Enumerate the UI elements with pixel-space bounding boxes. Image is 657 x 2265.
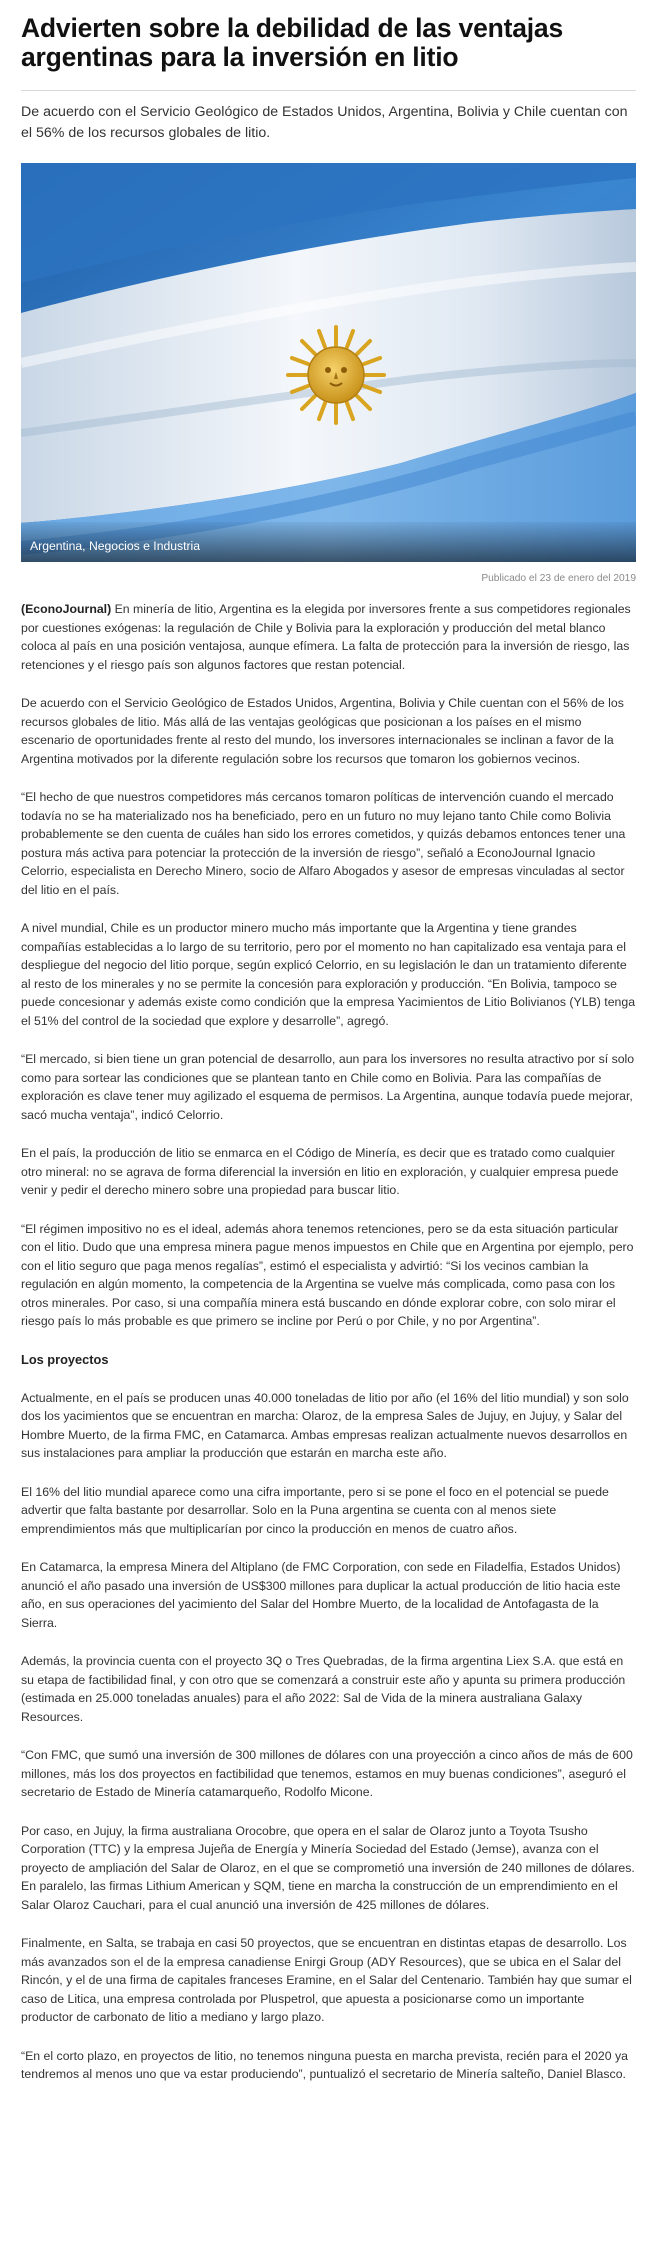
paragraph-6: En el país, la producción de litio se enmarca en el Código de Minería, es decir que es tratado como cualquier otro mineral: no se agrava de forma diferencial la inversión en litio en exploración, y cualquier empresa puede venir y pedir el derecho minero sobre una propiedad para buscar litio.: [21, 1146, 619, 1197]
caption-overlay: [21, 522, 636, 562]
paragraph-3: “El hecho de que nuestros competidores más cercanos tomaron políticas de intervención cuando el mercado todavía no se ha materializado nos ha beneficiado, pero en un futuro no muy lejano tanto Chile como Bolivia probablemente se den cuenta de cuáles han sido los errores cometidos, y quizás debamos entonces tener una postura más activa para potenciar la protección de la inversión de riesgo”, señaló a EconoJournal Ignacio Celorrio, especialista en Derecho Minero, socio de Alfaro Abogados y asesor de empresas vinculadas al sector del litio en el país.: [21, 790, 626, 897]
title-divider: [21, 90, 636, 91]
paragraph-1: [21, 600, 636, 674]
publish-prefix: Publicado el: [481, 573, 537, 584]
paragraph-13: Por caso, en Jujuy, la firma australiana Orocobre, que opera en el salar de Olaroz junto a Toyota Tsusho Corporation (TTC) y la empresa Jujeña de Energía y Minería Sociedad del Estado (Jemse), avanza con el proyecto de ampliación del Salar de Olaroz, en el que se comprometió una inversión de 240 millones de dólares. En paralelo, las firmas Lithium American y SQM, tiene en marcha la construcción de un emprendimiento en el Salar Olaroz Cauchari, para el cual anunció una inversión de 425 millones de dólares.: [21, 1823, 635, 1912]
article-title: Advierten sobre la debilidad de las ventajas argentinas para la inversión en litio: [21, 13, 564, 72]
paragraph-9: El 16% del litio mundial aparece como una cifra importante, pero si se pone el foco en el potencial se puede advertir que falta bastante por desarrollar. Solo en la Puna argentina se cuenta con al menos siete emprendimientos más que multiplicarían por cinco la producción en menos de cuatro años.: [21, 1484, 609, 1536]
argentina-flag-photo: [21, 163, 636, 562]
publish-date-value: 23 de enero del 2019: [539, 573, 636, 584]
publish-date: [481, 573, 636, 584]
paragraph-11: Además, la provincia cuenta con el proyecto 3Q o Tres Quebradas, de la firma argentina Liex S.A. que está en su etapa de factibilidad final, y con otro que se comenzará a construir este año y apunta su primera producción (estimada en 25.000 toneladas anuales) para el año 2022: Sal de Vida de la minera australiana Galaxy Resources.: [21, 1654, 626, 1724]
paragraph-1-text: En minería de litio, Argentina es la elegida por inversores frente a sus competidores regionales por cuestiones exógenas: la regulación de Chile y Bolivia para la exploración y producción del metal blanco coloca al país en una posición ventajosa, aunque efímera. La falta de protección para la inversión de riesgo, las retenciones y el riesgo país son algunos factores que restan potencial.: [21, 602, 631, 672]
paragraph-2: De acuerdo con el Servicio Geológico de Estados Unidos, Argentina, Bolivia y Chile cuentan con el 56% de los recursos globales de litio. Más allá de las ventajas geológicas que posicionan a los países en el mismo escenario de oportunidades frente al resto del mundo, los inversores internacionales se inclinan a favor de la Argentina motivados por la diferente regulación sobre los recursos que tomaron los gobiernos vecinos.: [21, 696, 624, 766]
sun-of-may-icon: [288, 327, 384, 423]
paragraph-4: A nivel mundial, Chile es un productor minero mucho más importante que la Argentina y tiene grandes compañías establecidas a lo largo de su territorio, pero por el momento no han capitalizado esa ventaja para el despliegue del negocio del litio porque, según explicó Celorrio, en su legislación le dan un tratamiento diferente al resto de los minerales y no se permite la concesión para exploración y producción. “En Bolivia, tampoco se puede concesionar y además existe como condición que la empresa Yacimientos de Litio Bolivianos (YLB) tenga el 51% del control de la sociedad que explore y desarrolle”, agregó.: [21, 921, 636, 1028]
article-body: [21, 600, 636, 2104]
section-heading-proyectos: Los proyectos: [21, 1351, 109, 1367]
paragraph-8: Actualmente, en el país se producen unas 40.000 toneladas de litio por año (el 16% del litio mundial) y son solo dos los yacimientos que se encuentran en marcha: Olaroz, de la empresa Sales de Jujuy, en Jujuy, y Salar del Hombre Muerto, de la firma FMC, en Catamarca. Ambas empresas realizan actualmente nuevos desarrollos en sus instalaciones para ampliar la producción que estarán en marcha este año.: [21, 1390, 629, 1460]
paragraph-7: “El régimen impositivo no es el ideal, además ahora tenemos retenciones, pero se da esta situación particular con el litio. Dudo que una empresa minera pague menos impuestos en Chile que en Argentina por ejemplo, pero con el litio seguro que paga menos regalías”, estimó el especialista y advirtió: “Si los vecinos cambian la regulación en algún momento, la competencia de la Argentina se vuelve más complicada, como pasa con los otros minerales. Por caso, si una compañía minera está buscando en dónde explorar cobre, con solo mirar el riesgo país lo más probable es que primero se incline por Perú o por Chile, y no por Argentina”.: [21, 1221, 634, 1328]
hero-image: [21, 163, 636, 562]
paragraph-12: “Con FMC, que sumó una inversión de 300 millones de dólares con una proyección a cinco años de más de 600 millones, más los dos proyectos en factibilidad que tenemos, estamos en muy buenas condiciones”, aseguró el secretario de Estado de Minería catamarqueño, Rodolfo Micone.: [21, 1748, 633, 1799]
paragraph-15: “En el corto plazo, en proyectos de litio, no tenemos ninguna puesta en marcha prevista, recién para el 2020 ya tendremos al menos uno que va estar produciendo”, puntualizó el secretario de Minería salteño, Daniel Blasco.: [21, 2048, 629, 2081]
image-caption: Argentina, Negocios e Industria: [30, 539, 201, 553]
paragraph-10: En Catamarca, la empresa Minera del Altiplano (de FMC Corporation, con sede en Filadelfia, Estados Unidos) anunció el año pasado una inversión de US$300 millones para duplicar la actual producción de litio hacia este año, en sus operaciones del yacimiento del Salar del Hombre Muerto, de la localidad de Antofagasta de la Sierra.: [21, 1560, 621, 1630]
article-lead: De acuerdo con el Servicio Geológico de Estados Unidos, Argentina, Bolivia y Chile cuentan con el 56% de los recursos globales de litio.: [21, 104, 628, 141]
paragraph-14: Finalmente, en Salta, se trabaja en casi 50 proyectos, que se encuentran en distintas etapas de desarrollo. Los más avanzados son el de la empresa canadiense Enirgi Group (ADY Resources), que se ubica en el Salar del Rincón, y el de una firma de capitales franceses Eramine, en el Salar del Centenario. También hay que sumar el caso de Litica, una empresa controlada por Pluspetrol, que apuesta a posicionarse como un importante productor de carbonato de litio a mediano y largo plazo.: [21, 1936, 632, 2024]
source-tag: (EconoJournal): [21, 602, 112, 616]
paragraph-5: “El mercado, si bien tiene un gran potencial de desarrollo, aun para los inversores no resulta atractivo por sí solo como para sortear las condiciones que se plantean tanto en Chile como en Bolivia. Para las compañías de exploración es clave tener muy agilizado el esquema de permisos. La Argentina, aunque todavía puede mejorar, sacó mucha ventaja”, indicó Celorrio.: [21, 1052, 635, 1122]
